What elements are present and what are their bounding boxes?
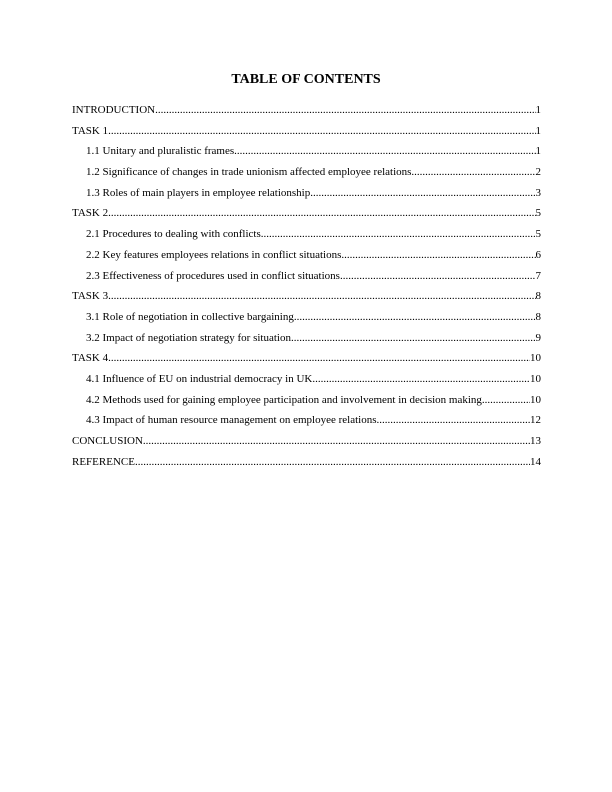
toc-entry-4-2[interactable] [72, 390, 541, 411]
toc-entry-page: 1 [535, 145, 541, 158]
dot-leader [291, 328, 536, 349]
toc-entry-page: 9 [535, 331, 541, 344]
toc-entry-label: 3.2 Impact of negotiation strategy for situation [86, 331, 291, 344]
toc-entry-2-2[interactable] [72, 245, 541, 266]
toc-entry-label: 4.2 Methods used for gaining employee participation and involvement in decision making [86, 393, 482, 406]
table-of-contents [72, 100, 541, 472]
toc-entry-label: TASK 4 [72, 352, 109, 365]
toc-entry-label: 2.3 Effectiveness of procedures used in conflict situations [86, 269, 340, 282]
toc-entry-2-1[interactable] [72, 224, 541, 245]
toc-entry-page: 8 [535, 290, 541, 303]
toc-entry-2-3[interactable] [72, 266, 541, 287]
dot-leader [341, 245, 535, 266]
toc-entry-label: 2.1 Procedures to dealing with conflicts [86, 228, 261, 241]
dot-leader [155, 100, 535, 121]
toc-entry-page: 6 [535, 248, 541, 261]
toc-entry-page: 5 [535, 207, 541, 220]
toc-entry-task-1[interactable] [72, 121, 541, 142]
toc-entry-label: 4.3 Impact of human resource management on employee relations [86, 414, 377, 427]
toc-entry-label: 1.3 Roles of main players in employee relationship [86, 186, 311, 199]
toc-entry-label: 4.1 Influence of EU on industrial democracy in UK [86, 372, 313, 385]
toc-entry-page: 7 [535, 269, 541, 282]
dot-leader [135, 452, 530, 473]
toc-entry-label: TASK 3 [72, 290, 109, 303]
toc-entry-label: REFERENCE [72, 455, 135, 468]
toc-entry-label: TASK 2 [72, 207, 109, 220]
dot-leader [310, 183, 535, 204]
toc-entry-page: 10 [530, 393, 541, 406]
toc-entry-page: 1 [535, 104, 541, 116]
toc-entry-page: 1 [535, 124, 541, 137]
dot-leader [143, 431, 530, 452]
toc-entry-page: 14 [530, 455, 541, 468]
toc-entry-label: TASK 1 [72, 124, 109, 137]
dot-leader [108, 286, 535, 307]
toc-entry-label: 1.2 Significance of changes in trade unionism affected employee relations [86, 166, 412, 179]
toc-entry-introduction[interactable] [72, 100, 541, 121]
toc-entry-label: 3.1 Role of negotiation in collective bargaining [86, 310, 294, 323]
dot-leader [411, 162, 535, 183]
toc-entry-label: INTRODUCTION [72, 104, 156, 116]
dot-leader [108, 203, 535, 224]
toc-entry-task-3[interactable] [72, 286, 541, 307]
dot-leader [482, 390, 530, 411]
dot-leader [294, 307, 536, 328]
toc-entry-3-2[interactable] [72, 328, 541, 349]
dot-leader [261, 224, 536, 245]
toc-entry-page: 3 [535, 186, 541, 199]
toc-entry-1-2[interactable] [72, 162, 541, 183]
dot-leader [108, 121, 535, 142]
toc-entry-1-1[interactable] [72, 141, 541, 162]
toc-title: TABLE OF CONTENTS [231, 72, 381, 87]
toc-entry-task-4[interactable] [72, 348, 541, 369]
toc-entry-3-1[interactable] [72, 307, 541, 328]
toc-entry-page: 10 [530, 372, 541, 385]
toc-entry-4-3[interactable] [72, 410, 541, 431]
toc-entry-label: 2.2 Key features employees relations in conflict situations [86, 248, 342, 261]
toc-entry-label: CONCLUSION [72, 435, 143, 447]
toc-entry-task-2[interactable] [72, 203, 541, 224]
dot-leader [234, 141, 535, 162]
toc-entry-page: 10 [530, 352, 541, 365]
toc-entry-4-1[interactable] [72, 369, 541, 390]
toc-entry-1-3[interactable] [72, 183, 541, 204]
toc-entry-page: 12 [530, 414, 541, 427]
dot-leader [376, 410, 530, 431]
toc-entry-label: 1.1 Unitary and pluralistic frames [86, 145, 235, 158]
toc-entry-page: 5 [535, 228, 541, 241]
toc-entry-page: 2 [535, 166, 541, 179]
toc-entry-page: 13 [530, 435, 541, 447]
dot-leader [340, 266, 536, 287]
toc-entry-conclusion[interactable] [72, 431, 541, 452]
toc-entry-page: 8 [535, 310, 541, 323]
dot-leader [312, 369, 530, 390]
toc-entry-reference[interactable] [72, 452, 541, 473]
dot-leader [108, 348, 530, 369]
